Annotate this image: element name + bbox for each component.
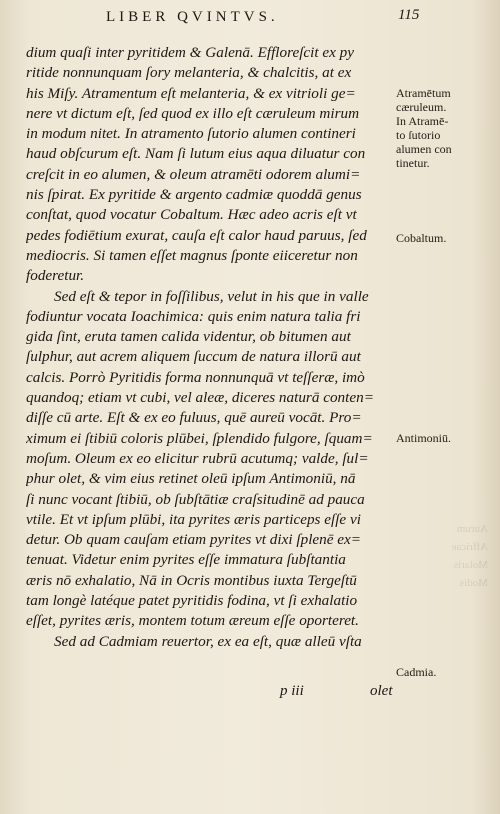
running-title: LIBER QVINTVS. xyxy=(106,9,279,25)
marginal-note-line: Cadmia. xyxy=(396,665,437,679)
marginal-note-cadmia xyxy=(396,665,496,679)
text-line: ritide nonnunquam ſory melanteria, & chalcitis, at ex xyxy=(26,64,352,82)
text-line: dium quaſi inter pyritidem & Galenā. Effloreſcit ex py xyxy=(26,44,355,61)
marginal-note-antimonium xyxy=(396,431,496,445)
text-line: in modum nitet. In atramento ſutorio alumen contineri xyxy=(26,125,356,143)
marginal-note-atramentum xyxy=(396,86,496,170)
show-through-text: Aurum Affricae Molaris Modis xyxy=(451,523,488,589)
text-line: quandoq; etiam vt cubi, vel aleæ, diceres naturā conten= xyxy=(26,389,374,407)
marginal-note-line: Atramētum xyxy=(396,86,451,100)
text-line: æris nō exhalatio, Nā in Ocris montibus iuxta Tergeſtū xyxy=(26,571,357,589)
text-line: pedes fodiētium exurat, cauſa eſt calor haud paruus, ſed xyxy=(26,226,367,244)
signature-mark: p iii xyxy=(280,683,304,699)
text-line: vtile. Et vt ipſum plūbi, ita pyrites æris particeps eſſe vi xyxy=(26,510,361,528)
text-line: haud obſcurum eſt. Nam ſi lutum eius aqua diluatur con xyxy=(26,145,366,163)
text-line: fodiuntur vocata Ioachimica: quis enim natura talia fri xyxy=(26,307,361,325)
text-line: moſum. Oleum ex eo elicitur rubrū acutumq; valde, ſul= xyxy=(26,449,369,467)
marginal-note-line: In Atramē- xyxy=(396,114,449,128)
marginal-note-line: to ſutorio xyxy=(396,128,441,142)
text-line: phur olet, & vim eius retinet oleū ipſum Antimoniū, nā xyxy=(26,470,356,488)
marginal-note-line: cæruleum. xyxy=(396,100,447,114)
marginal-note-line: Cobaltum. xyxy=(396,231,447,245)
text-line: detur. Ob quam cauſam etiam pyrites vt dixi ſplenē ex= xyxy=(26,531,362,549)
text-line: gida ſint, eruta tamen calida videntur, ob bitumen aut xyxy=(26,328,351,346)
text-line: ſulphur, aut acrem aliquem ſuccum de natura illorū aut xyxy=(26,348,361,366)
marginal-note-line: Antimoniū. xyxy=(396,431,452,445)
text-line: foderetur. xyxy=(26,267,85,285)
paragraph-start-line: Sed eſt & tepor in foſſilibus, velut in his que in valle xyxy=(54,287,369,305)
text-line: tenuat. Videtur enim pyrites eſſe immatura ſubſtantia xyxy=(26,551,346,569)
text-line: nis ſpirat. Ex pyritide & argento cadmiæ quoddā genus xyxy=(26,186,362,204)
text-line: ximum ei ſtibiū coloris plūbei, ſplendido fulgore, ſquam= xyxy=(26,429,373,447)
text-line: nere vt dictum eſt, ſed quod ex illo eſt cæruleum mirum xyxy=(26,104,360,122)
text-line: his Miſy. Atramentum eſt melanteria, & ex vitrioli ge= xyxy=(26,84,356,102)
page-number: 115 xyxy=(398,7,420,23)
running-head xyxy=(0,4,500,34)
marginal-note-line: alumen con xyxy=(396,142,452,156)
text-line: conſtat, quod vocatur Cobaltum. Hæc adeo acris eſt vt xyxy=(26,206,357,224)
catchword: olet xyxy=(370,683,393,699)
text-line: ſi nunc vocant ſtibiū, ob ſubſtātiæ craſsitudinē ad pauca xyxy=(26,490,365,508)
text-line: mediocris. Si tamen eſſet magnus ſponte eiiceretur non xyxy=(26,246,358,264)
marginal-note-cobaltum xyxy=(396,231,496,245)
text-line: creſcit in eo alumen, & oleum atramēti odorem alumi= xyxy=(26,165,361,183)
text-line: tam longè latéque patet pyritidis fodina, vt ſi exhalatio xyxy=(26,592,358,610)
text-line: diſſe cū arte. Eſt & ex eo fuluus, quē aureū vocāt. Pro= xyxy=(26,409,362,427)
text-line: eſſet, pyrites æris, montem totum æreum eſſe oporteret. xyxy=(26,612,359,630)
body-text xyxy=(26,43,398,652)
text-line: calcis. Porrò Pyritidis forma nonnunquā vt teſſeræ, imò xyxy=(26,368,365,386)
paragraph-start-line: Sed ad Cadmiam reuertor, ex ea eſt, quæ alleū vſta xyxy=(54,632,362,650)
marginal-note-line: tinetur. xyxy=(396,156,430,170)
